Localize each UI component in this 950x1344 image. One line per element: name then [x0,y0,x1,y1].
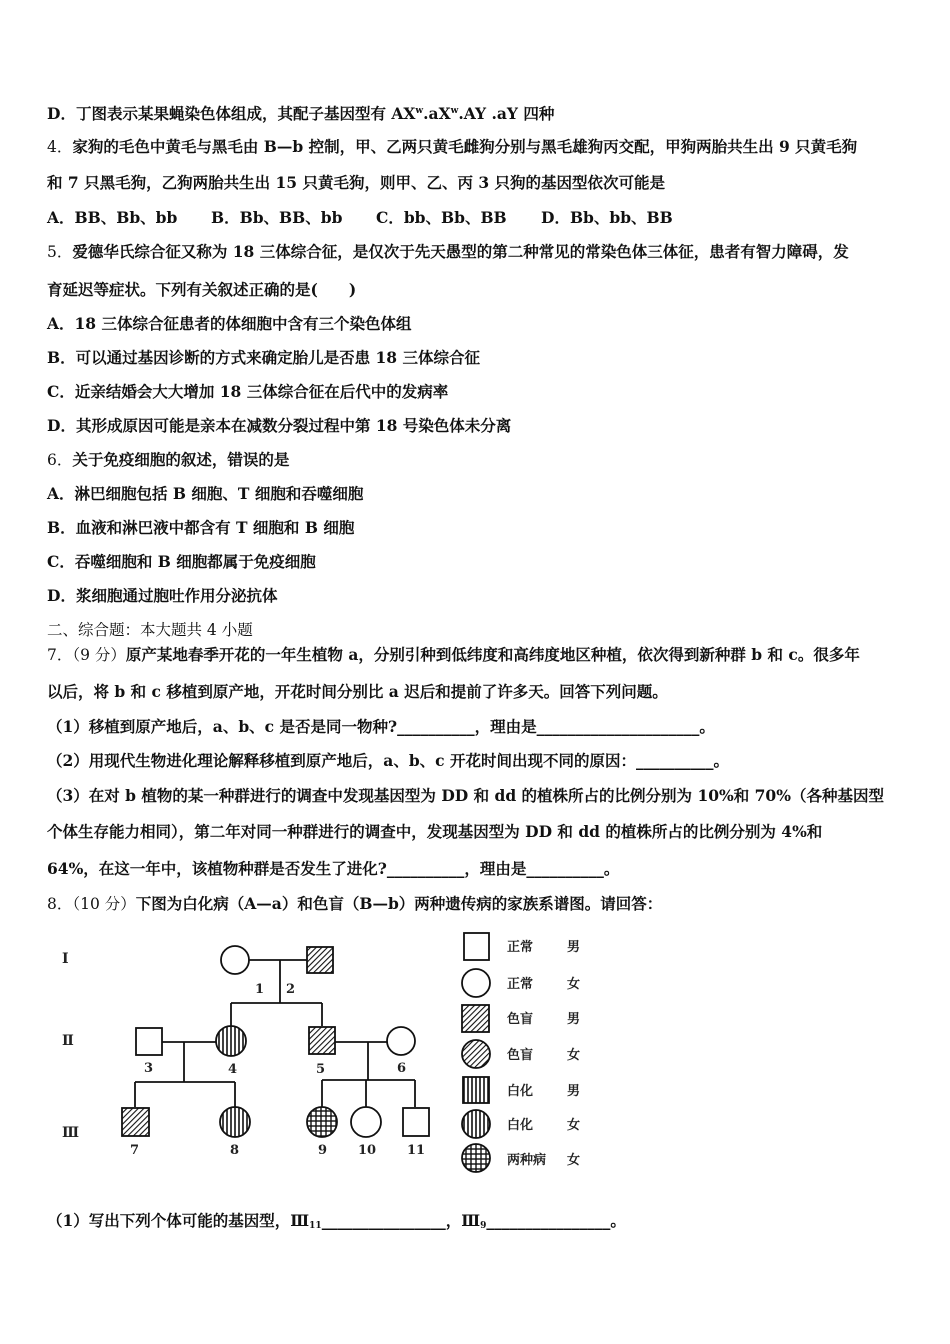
legend-normal-female-icon [462,969,490,997]
individual-III-11 [403,1108,429,1136]
q4-option-d: D．Bb、bb、BB [541,208,673,227]
svg-text:女: 女 [567,1048,581,1063]
svg-text:女: 女 [567,977,581,992]
q7-part3-line3: 64%，在这一年中，该植物种群是否发生了进化?__________，理由是__________。 [47,859,620,878]
individual-number-3: 3 [144,1061,154,1076]
legend-colorblind-male-icon [462,1005,489,1032]
legend-item-albino-male [463,1077,580,1103]
svg-text:女: 女 [567,1153,581,1168]
q7-stem-line1: 7．（9 分）原产某地春季开花的一年生植物 a，分别引种到低纬度和高纬度地区种植，依次得到新种群 b 和 c。很多年 [47,645,860,664]
pedigree-chart [50,930,450,1170]
svg-text:男: 男 [567,940,581,955]
individual-III-10 [351,1107,381,1137]
q4-stem-line1: 4．家狗的毛色中黄毛与黑毛由 B—b 控制，甲、乙两只黄毛雌狗分别与黑毛雄狗丙交配，甲狗两胎共生出 9 只黄毛狗 [47,137,858,156]
q7-part2: （2）用现代生物进化理论解释移植到原产地后，a、b、c 开花时间出现不同的原因：__________。 [47,751,730,770]
individual-I-2 [307,947,333,973]
legend-item-colorblind-female [462,1040,580,1068]
svg-text:两种病: 两种病 [507,1153,547,1168]
individual-number-5: 5 [316,1062,326,1077]
legend-albino-male-icon [463,1077,489,1103]
q6-option-b: B．血液和淋巴液中都含有 T 细胞和 B 细胞 [47,518,355,537]
q4-stem-line2: 和 7 只黑毛狗，乙狗两胎共生出 15 只黄毛狗，则甲、乙、丙 3 只狗的基因型依次可能是 [47,173,666,192]
individual-number-2: 2 [286,982,296,997]
legend-albino-female-icon [462,1110,490,1138]
legend-normal-male-icon [464,933,489,960]
q6-option-c: C．吞噬细胞和 B 细胞都属于免疫细胞 [47,552,316,571]
legend-both-diseases-female-icon [462,1144,490,1172]
individual-number-9: 9 [318,1143,328,1158]
individual-II-3 [136,1028,162,1055]
q7-part1: （1）移植到原产地后，a、b、c 是否是同一物种?__________，理由是_____________________。 [47,717,715,736]
legend-item-normal-female [462,969,580,997]
individual-II-4 [216,1026,246,1056]
q8-stem: 8．（10 分）下图为白化病（A—a）和色盲（B—b）两种遗传病的家族系谱图。请回答： [47,894,663,913]
section-heading: 二、综合题：本大题共 4 小题 [47,621,253,639]
legend-colorblind-female-icon [462,1040,490,1068]
q7-part3-line2: 个体生存能力相同），第二年对同一种群进行的调查中，发现基因型为 DD 和 dd 的植株所占的比例分别为 4%和 [47,822,823,841]
svg-text:色盲: 色盲 [507,1048,534,1063]
individual-III-8 [220,1107,250,1137]
svg-text:色盲: 色盲 [507,1012,534,1027]
individual-number-8: 8 [230,1143,240,1158]
individual-number-6: 6 [397,1061,407,1076]
q4-option-b: B．Bb、BB、bb [211,208,343,227]
svg-text:正常: 正常 [507,940,534,955]
svg-text:男: 男 [567,1084,581,1099]
q4-option-a: A．BB、Bb、bb [47,208,178,227]
q6-option-d: D．浆细胞通过胞吐作用分泌抗体 [47,586,278,605]
individual-number-7: 7 [130,1143,140,1158]
q5-option-d: D．其形成原因可能是亲本在减数分裂过程中第 18 号染色体未分离 [47,416,512,435]
legend-item-albino-female [462,1110,580,1138]
svg-text:白化: 白化 [507,1118,534,1133]
q3-option-d: D．丁图表示某果蝇染色体组成，其配子基因型有 $AX^w.aX^w.AY$ .aY 四种 [47,104,555,123]
q6-stem: 6．关于免疫细胞的叙述，错误的是 [47,450,290,469]
q7-part3-line1: （3）在对 b 植物的某一种群进行的调查中发现基因型为 DD 和 dd 的植株所占的比例分别为 10%和 70%（各种基因型 [47,786,884,805]
generation-label-1: Ⅰ [62,951,69,967]
legend-item-colorblind-male [462,1005,580,1032]
individual-number-11: 11 [407,1143,426,1158]
generation-label-2: Ⅱ [62,1033,74,1049]
q5-stem-line2: 育延迟等症状。下列有关叙述正确的是( ) [47,280,357,299]
q7-stem-line2: 以后，将 b 和 c 移植到原产地，开花时间分别比 a 迟后和提前了许多天。回答下列问题。 [47,682,668,701]
individual-number-10: 10 [358,1143,377,1158]
individual-II-6 [387,1027,415,1055]
individual-III-9 [307,1107,337,1137]
individual-I-1 [221,946,249,974]
individual-number-4: 4 [228,1062,238,1077]
svg-text:正常: 正常 [507,977,534,992]
svg-text:男: 男 [567,1012,581,1027]
svg-text:女: 女 [567,1118,581,1133]
q8-part1: （1）写出下列个体可能的基因型，$Ⅲ_{11}\_\_\_\_\_\_\_\_\_\_\_\_\_\_\_\_$，$Ⅲ_9\_\_\_\_\_\_\_\_\_\_\_\_\_\_\_\_$。 [47,1211,626,1231]
q5-option-a: A．18 三体综合征患者的体细胞中含有三个染色体组 [47,314,412,333]
pedigree-legend [455,928,625,1178]
q5-option-b: B．可以通过基因诊断的方式来确定胎儿是否患 18 三体综合征 [47,348,480,367]
q6-option-a: A．淋巴细胞包括 B 细胞、T 细胞和吞噬细胞 [47,484,364,503]
q4-option-c: C．bb、Bb、BB [376,208,507,227]
q5-stem-line1: 5．爱德华氏综合征又称为 18 三体综合征，是仅次于先天愚型的第二种常见的常染色体三体征，患者有智力障碍，发 [47,242,849,261]
individual-number-1: 1 [255,982,265,997]
generation-label-3: Ⅲ [62,1125,80,1141]
individual-III-7 [122,1108,149,1136]
individual-II-5 [309,1027,335,1054]
q5-option-c: C．近亲结婚会大大增加 18 三体综合征在后代中的发病率 [47,382,449,401]
legend-item-both-female [462,1144,580,1172]
legend-item-normal-male [464,933,580,960]
svg-text:白化: 白化 [507,1084,534,1099]
